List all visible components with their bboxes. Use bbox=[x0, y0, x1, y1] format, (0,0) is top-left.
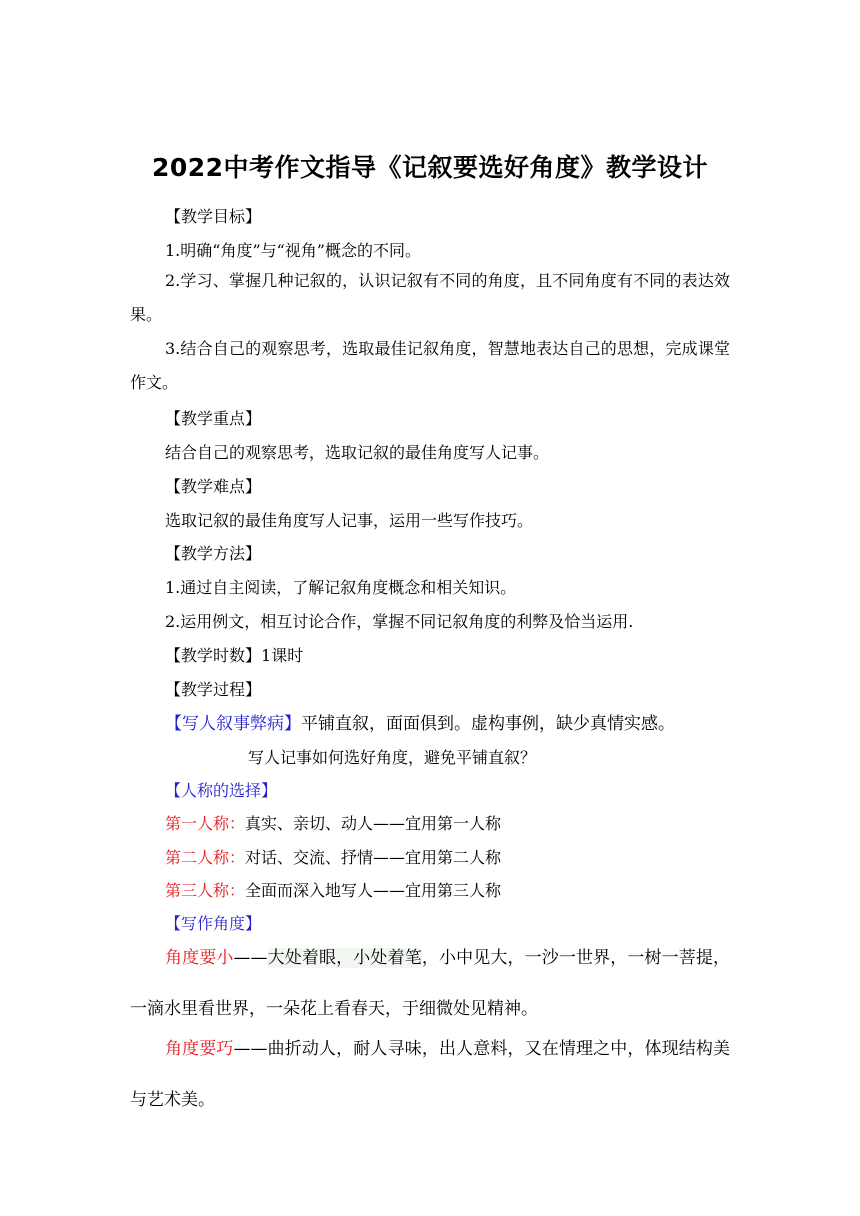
method-heading: 【教学方法】 bbox=[165, 544, 262, 563]
key-heading: 【教学重点】 bbox=[165, 409, 262, 428]
second-person-line bbox=[165, 845, 501, 868]
process-heading: 【教学过程】 bbox=[165, 680, 262, 699]
third-person-line bbox=[165, 878, 501, 901]
first-person-text: 真实、亲切、动人——宜用第一人称 bbox=[245, 814, 502, 833]
second-person-label: 第二人称： bbox=[165, 848, 246, 867]
hours-value: 1课时 bbox=[261, 646, 304, 665]
flaw-label: 【写人叙事弊病】 bbox=[165, 714, 301, 734]
third-person-label: 第三人称： bbox=[165, 881, 246, 900]
goals-heading: 【教学目标】 bbox=[165, 207, 262, 226]
hours-heading: 【教学时数】 bbox=[165, 646, 262, 665]
second-person-text: 对话、交流、抒情——宜用第二人称 bbox=[245, 848, 502, 867]
person-heading: 【人称的选择】 bbox=[165, 781, 278, 800]
document-title: 2022中考作文指导《记叙要选好角度》教学设计 bbox=[151, 153, 709, 182]
first-person-line bbox=[165, 811, 501, 834]
angle-small-dash: —— bbox=[233, 948, 268, 968]
angle-small-paragraph bbox=[130, 933, 730, 1035]
angle-clever-label: 角度要巧 bbox=[165, 1039, 234, 1059]
angle-small-label: 角度要小 bbox=[165, 948, 234, 968]
angle-clever-text: ——曲折动人，耐人寻味，出人意料，又在情理之中，体现结构美与艺术美。 bbox=[130, 1039, 731, 1110]
goal-1: 1.明确“角度”与“视角”概念的不同。 bbox=[165, 241, 421, 260]
method-2: 2.运用例文，相互讨论合作，掌握不同记叙角度的利弊及恰当运用. bbox=[165, 612, 634, 631]
goal-3: 3.结合自己的观察思考，选取最佳记叙角度，智慧地表达自己的思想，完成课堂作文。 bbox=[130, 339, 730, 392]
third-person-text: 全面而深入地写人——宜用第三人称 bbox=[245, 881, 502, 900]
question-line: 写人记事如何选好角度，避免平铺直叙？ bbox=[248, 748, 537, 767]
first-person-label: 第一人称： bbox=[165, 814, 246, 833]
hours-line bbox=[165, 643, 303, 666]
key-text: 结合自己的观察思考，选取记叙的最佳角度写人记事。 bbox=[165, 443, 550, 462]
difficulty-heading: 【教学难点】 bbox=[165, 477, 262, 496]
angle-heading: 【写作角度】 bbox=[165, 914, 262, 933]
flaw-line bbox=[165, 709, 675, 734]
method-1: 1.通过自主阅读，了解记叙角度概念和相关知识。 bbox=[165, 578, 517, 597]
angle-small-highlight: 大处着眼，小处着笔 bbox=[267, 948, 422, 968]
goal-2: 2.学习、掌握几种记叙的，认识记叙有不同的角度，且不同角度有不同的表达效果。 bbox=[130, 271, 730, 324]
angle-small-rest: ，小中见大，一沙一世界，一树一菩提，一滴水里看世界，一朵花上看春天，于细微处见精神。 bbox=[130, 948, 731, 1019]
angle-clever-paragraph bbox=[130, 1024, 730, 1126]
difficulty-text: 选取记叙的最佳角度写人记事，运用一些写作技巧。 bbox=[165, 511, 534, 530]
flaw-text: 平铺直叙，面面俱到。虚构事例，缺少真情实感。 bbox=[301, 714, 675, 734]
